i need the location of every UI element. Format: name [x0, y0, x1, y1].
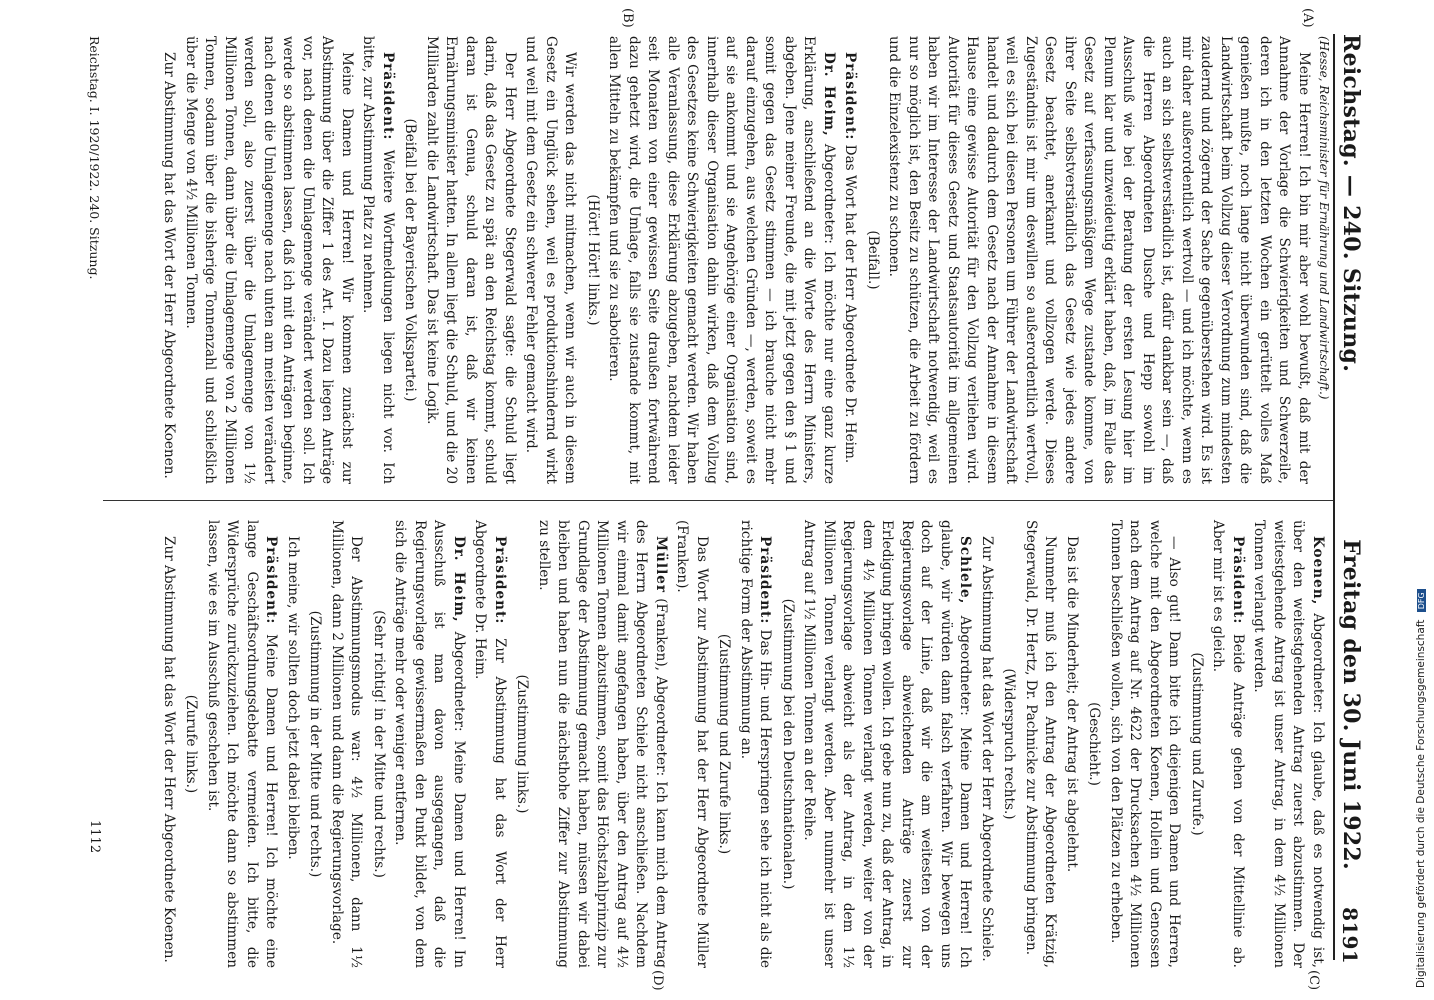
- interjection: [778, 520, 798, 968]
- paragraph-text: (Beifall bei der Bayerischen Volkspartei.): [402, 118, 419, 402]
- paragraph: [534, 520, 671, 968]
- document-page: [65, 0, 1385, 1000]
- speaker-name: Dr. Heim,: [451, 536, 467, 623]
- interjection: [583, 36, 603, 484]
- paragraph: [358, 36, 397, 484]
- interjection: [1084, 520, 1104, 968]
- paragraph: [604, 36, 838, 484]
- margin-marker-c: (C): [1306, 970, 1321, 991]
- paragraph: [1208, 520, 1247, 968]
- paragraph-text: Abgeordneter: Ich möchte nur eine ganz kurze Erklärung, anschließend an die Worte des Herrn Ministers, abgeben. Jene meiner Freunde, die mit jetzt gegen den § 1 und somit gegen das Gesetz stimmen — ich brauche nicht mehr darauf einzugehen, aus welchen Gründen —, werden, soweit es auf sie ankommt und sie Angehörige einer Organisation sind, innerhalb dieser Organisation dahin wirken, daß dem Vollzug des Gesetzes keine Schwierigkeiten gemacht werden. Wir haben alle Veranlassung, diese Erklärung abzugeben, nachdem leider seit Monaten von einer gewissen Seite draußen fortwährend dazu gehetzt wird, die Umlage, falls sie zustande kommt, mit allen Mitteln zu bekämpfen und sie zu sabotieren.: [606, 36, 837, 484]
- margin-marker-b: (B): [620, 8, 635, 28]
- right-column: [157, 520, 1328, 968]
- paragraph-text: (Zustimmung und Zurufe.): [1189, 652, 1205, 836]
- paragraph-text: Wir werden das nicht mitmachen, wenn wir auch in diesem Gesetz ein Unglück sehen, weil es produktionshindernd wirkt und weil mit dem Gesetz ein schwerer Fehler gemacht wird.: [523, 36, 579, 484]
- paragraph-text: Der Herr Abgeordnete Stegerwald sagte: die Schuld liegt darin, daß das Gesetz zu spät an den Reichstag kommt, schuld daran ist Genua, schuld daran ist, daß wir keinen Ernährungsminister hatten. In allem liegt die Schuld, und die 20 Milliarden zahlt die Landwirtschaft. Das ist keine Logik.: [424, 36, 518, 484]
- speaker-name: Koenen,: [1310, 536, 1326, 606]
- paragraph-text: Der Abstimmungsmodus war: 4½ Millionen, dann 1½ Millionen, dann 2 Millionen und dann die Regierungsvorlage.: [329, 520, 365, 968]
- interjection: [999, 520, 1019, 968]
- interjection: [512, 520, 532, 968]
- page-header: [1333, 34, 1369, 964]
- paragraph-text: (Zustimmung links.): [514, 674, 531, 814]
- dfg-logo: DFG: [1417, 589, 1426, 612]
- paragraph: [203, 520, 281, 968]
- paragraph: [1021, 520, 1060, 968]
- page-number: 8191: [1338, 907, 1362, 964]
- header-center: Freitag den 30. Juni 1922.: [1338, 539, 1364, 870]
- paragraph: [470, 520, 509, 968]
- speaker-name: Präsident:: [842, 52, 859, 141]
- speaker-subtitle: (Hesse, Reichsminister für Ernährung und Landwirtschaft.): [1317, 36, 1331, 400]
- speaker-name: Müller: [653, 536, 669, 594]
- speaker-name: Präsident:: [757, 536, 774, 625]
- paragraph-text: Abgeordneter: Meine Damen und Herren! Ich glaube, wir würden dann falsch verfahren. Wir bewegen uns doch auf der Linie, daß wir die am weitesten von der Regierungsvorlage abweichenden Anträge zuerst zur Erledigung bringen wollen. Ich gebe nun zu, daß der Antrag, in dem 4½ Millionen Tonnen verlangt werden, weiter von der Regierungsvorlage abweicht als der Antrag, in dem 1½ Millionen Tonnen verlangt werden. Aber nunmehr ist unser Antrag auf 1½ Millionen Tonnen an der Reihe.: [801, 520, 974, 968]
- margin-marker-d: (D): [650, 970, 665, 991]
- speaker-name: Schiele,: [957, 536, 974, 605]
- speaker-name: Dr. Heim,: [821, 52, 837, 137]
- paragraph-text: (Zustimmung bei den Deutschnationalen.): [780, 598, 796, 890]
- paragraph: [672, 520, 711, 968]
- paragraph: [422, 36, 520, 484]
- paragraph: [977, 520, 997, 968]
- paragraph-text: (Zustimmung und Zurufe links.): [716, 633, 733, 855]
- paragraph: [181, 36, 357, 484]
- paragraph-text: (Sehr richtig! in der Mitte und rechts.): [371, 610, 387, 878]
- speaker-name: Präsident:: [380, 52, 396, 141]
- paragraph-text: Beide Anträge gehen von der Mittellinie ab. Aber mir ist es gleich.: [1210, 520, 1246, 968]
- interjection: [1187, 520, 1207, 968]
- paragraph-text: Das Wort zur Abstimmung hat der Herr Abgeordnete Müller (Franken).: [674, 520, 710, 968]
- paragraph-text: (Zustimmung in der Mitte und rechts.): [307, 610, 324, 878]
- speaker-name: Präsident:: [492, 536, 508, 625]
- paragraph: [840, 36, 860, 484]
- paragraph: [1106, 520, 1184, 968]
- paragraph-text: Nunmehr muß ich den Antrag der Abgeordneten Krätzig, Stegerwald, Dr. Hertz, Dr. Pachnicke zur Abstimmung bringen.: [1023, 520, 1059, 968]
- side-note: [1415, 8, 1433, 1000]
- paragraph: [159, 36, 179, 484]
- paragraph-text: Meine Damen und Herren! Wir kommen zunächst zur Abstimmung über die Ziffer 1 des Art. I. Dazu liegen Anträge vor, nach denen die Umlagemenge verändert werden soll. Ich werde so abstimmen lassen, daß ich mit den Anträgen beginne, nach denen die Umlagemenge nach unten am meisten verändert werden soll, also zuerst über die Umlagemenge von 1½ Millionen Tonnen, dann über die Umlagemenge von 2 Millionen Tonnen, sodann über die bisherige Tonnenzahl und schließlich über die Menge von 4½ Millionen Tonnen.: [183, 36, 355, 484]
- paragraph: [521, 36, 580, 484]
- paragraph-text: Das Hin- und Herspringen sehe ich nicht als die richtige Form der Abstimmung an.: [738, 520, 774, 968]
- paragraph-text: Meine Damen und Herren! Ich möchte eine lange Geschäftsordnungsdebatte vermeiden. Ich bitte, die Widersprüche zurückzuziehen. Ich möchte dann so abstimmen lassen, wie es im Ausschuß geschehen ist.: [205, 520, 280, 969]
- paragraph-text: Zur Abstimmung hat das Wort der Herr Abgeordnete Koenen.: [161, 52, 178, 479]
- paragraph-text: (Hört! Hört! links.): [585, 194, 601, 326]
- column-divider: [103, 500, 1333, 501]
- paragraph: [327, 520, 366, 968]
- funding-note: Digitalisierung gefördert durch die Deutsche Forschungsgemeinschaft: [1415, 619, 1427, 988]
- paragraph: [884, 36, 1313, 484]
- interjection: [369, 520, 389, 968]
- paragraph-text: (Geschieht.): [1086, 702, 1103, 786]
- paragraph: [159, 520, 179, 968]
- paragraph-text: (Beifall.): [865, 230, 881, 290]
- paragraph: [736, 520, 775, 968]
- speaker-name: Präsident:: [263, 536, 280, 625]
- paragraph-text: Zur Abstimmung hat das Wort der Herr Abgeordnete Dr. Heim.: [472, 520, 508, 968]
- paragraph-text: Weitere Wortmeldungen liegen nicht vor. Ich bitte, zur Abstimmung Platz zu nehmen.: [360, 36, 396, 484]
- paragraph-text: Abgeordneter: Meine Damen und Herren! Im Ausschuß ist man davon ausgegangen, daß die Regierungsvorlage gewissermaßen den Punkt bildet, von dem sich die Anträge mehr oder weniger entfernen.: [392, 520, 467, 968]
- paragraph: [1249, 520, 1327, 968]
- paragraph: [390, 520, 468, 968]
- signature-code: 1112: [87, 820, 102, 854]
- header-left: Reichstag. — 240. Sitzung.: [1338, 34, 1364, 373]
- paragraph-text: Zur Abstimmung hat das Wort der Herr Abgeordnete Koenen.: [161, 536, 177, 963]
- paragraph-text: — Also gut! Dann bitte ich diejenigen Damen und Herren, welche mit den Abgeordneten Koenen, Hollein und Genossen nach dem Antrag auf Nr. 4622 der Drucksachen 4½ Millionen Tonnen beschließen wollen, sich von den Plätzen zu erheben.: [1108, 520, 1183, 968]
- interjection: [305, 520, 325, 968]
- paragraph-text: Meine Herren! Ich bin mir aber wohl bewußt, daß mit der Annahme der Vorlage die Schwierigkeiten und Schwerzeile, deren ich in den letzten Wochen ein gerüttelt volles Maß genießen mußte, noch lange nicht überwunden sind, daß die Landwirtschaft beim Vollzug dieser Verordnung zum mindesten zaudernd und zögernd der Sache gegenüberstehen wird. Es ist mir daher außerordentlich wertvoll — und ich möchte, wenn es auch an sich selbstverständlich ist, dafür dankbar sein —, daß die Herren Abgeordneten Dusche und Hepp sowohl im Ausschuß wie bei der Beratung der ersten Lesung hier im Plenum klar und unzweideutig erklärt haben, daß, im Falle das Gesetz auf verfassungsmäßigem Wege zustande komme, von ihrer Seite selbstverständlich das Gesetz wie jedes andere Gesetz beachtet, anerkannt und vollzogen werde. Dieses Zugeständnis ist mir um deswillen so außerordentlich wertvoll, weil es sich bei diesen Personen um Führer der Landwirtschaft handelt und dadurch dem Gesetz nach der Annahme in diesem Hause eine gewisse Autorität für den Vollzug verliehen wird. Autorität für dieses Gesetz und Staatsautorität im allgemeinen haben wir im Interesse der Landwirtschaft notwendig, weil es nur so möglich ist, den Besitz zu schützen, die Arbeit zu fördern und die Einzelexistenz zu schonen.: [886, 36, 1312, 484]
- interjection: [181, 520, 201, 968]
- paragraph: [799, 520, 975, 968]
- paragraph-text: (Widerspruch rechts.): [1001, 668, 1018, 820]
- interjection: [400, 36, 420, 484]
- paragraph-text: Das ist die Minderheit; der Antrag ist abgelehnt.: [1064, 536, 1080, 873]
- paragraph: [1062, 520, 1082, 968]
- paragraph: [283, 520, 303, 968]
- paragraph-text: Ich meine, wir sollten doch jetzt dabei bleiben.: [285, 536, 301, 860]
- paragraph-text: Zur Abstimmung hat das Wort der Herr Abgeordnete Schiele.: [979, 536, 995, 962]
- paragraph-text: Das Wort hat der Herr Abgeordnete Dr. Heim.: [842, 144, 859, 464]
- interjection: [714, 520, 734, 968]
- margin-marker-a: (A): [1300, 8, 1315, 28]
- paragraph-text: (Franken), Abgeordneter: Ich kann mich dem Antrag des Herrn Abgeordneten Schiele nicht anschließen. Nachdem wir einmal damit angefangen haben, über den Antrag auf 4½ Millionen Tonnen abzustimmen, somit das Höchstzahlprinzip zur Grundlage der Abstimmung gemacht haben, müssen wir dabei bleiben und haben nun die nächsthohe Ziffer zur Abstimmung zu stellen.: [536, 520, 669, 968]
- speaker-name: Präsident:: [1230, 536, 1246, 625]
- page-footer: Reichstag. I. 1920/1922. 240. Sitzung.: [87, 36, 102, 280]
- paragraph-text: Abgeordneter: Ich glaube, daß es notwendig ist, über den weitestgehenden Antrag zuerst abzustimmen. Der weitestgehende Antrag ist unser Antrag, in dem 4½ Millionen Tonnen verlangt werden.: [1251, 520, 1326, 969]
- rotated-page: [65, 0, 1385, 1000]
- left-column: [157, 36, 1313, 484]
- paragraph-text: (Zurufe links.): [183, 694, 200, 794]
- interjection: [863, 36, 883, 484]
